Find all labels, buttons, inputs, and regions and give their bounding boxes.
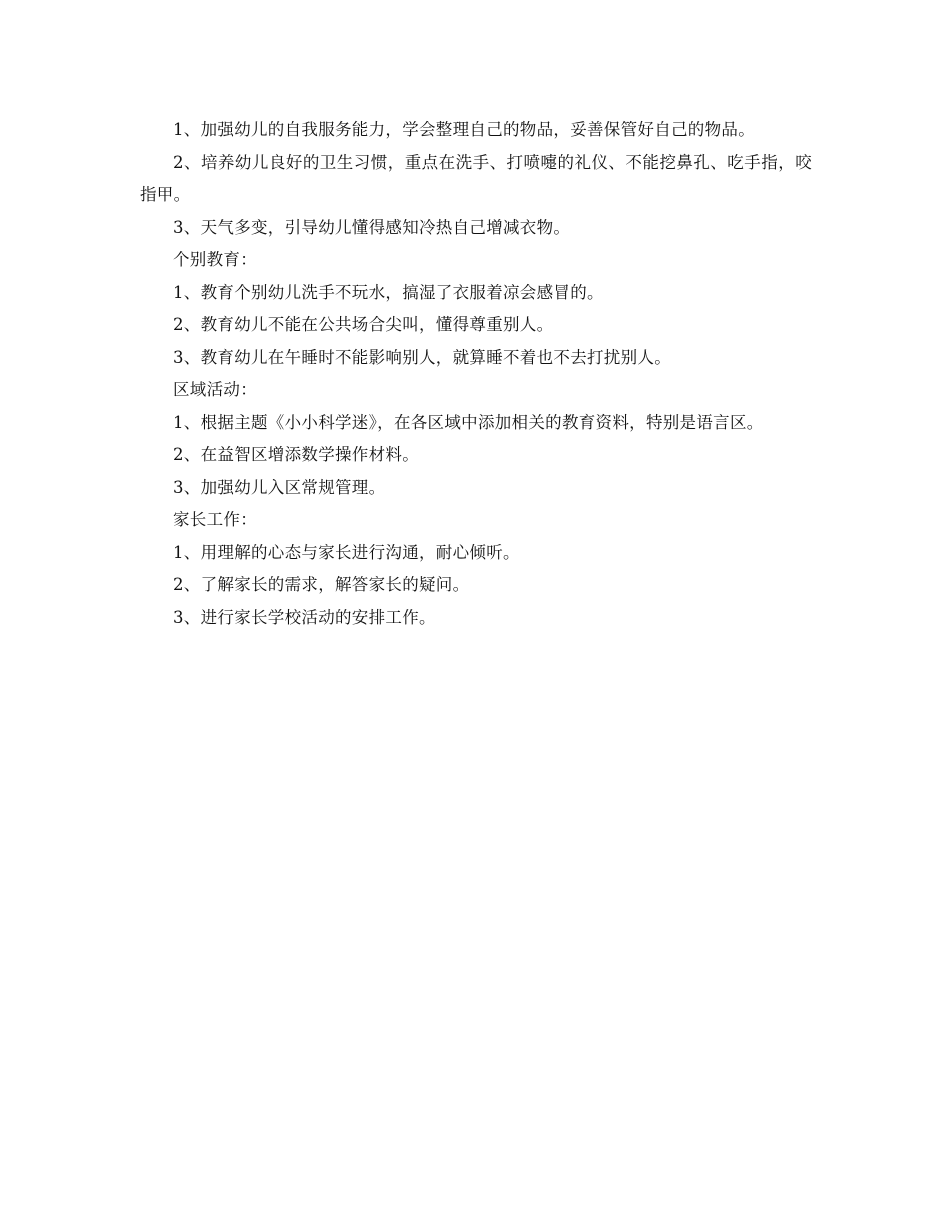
heading-area-activities: 区域活动： [173,380,257,399]
paragraph-area-routine: 3、加强幼儿入区常规管理。 [173,477,386,497]
heading-parent-work: 家长工作： [173,510,257,529]
document-page [140,114,812,634]
paragraph-self-service: 1、加强幼儿的自我服务能力，学会整理自己的物品，妥善保管好自己的物品。 [173,120,755,139]
paragraph-communication: 1、用理解的心态与家长进行沟通，耐心倾听。 [173,542,520,562]
paragraph-theme-materials: 1、根据主题《小小科学迷》，在各区域中添加相关的教育资料，特别是语言区。 [173,412,764,432]
paragraph-parent-needs: 2、了解家长的需求，解答家长的疑问。 [173,575,470,594]
heading-individual-education: 个别教育： [173,250,257,269]
paragraph-weather: 3、天气多变，引导幼儿懂得感知冷热自己增减衣物。 [173,217,571,237]
paragraph-math-materials: 2、在益智区增添数学操作材料。 [173,445,419,464]
paragraph-nap-time: 3、教育幼儿在午睡时不能影响别人，就算睡不着也不去打扰别人。 [173,347,671,367]
paragraph-parent-school: 3、进行家长学校活动的安排工作。 [173,607,436,627]
paragraph-public-behavior: 2、教育幼儿不能在公共场合尖叫，懂得尊重别人。 [173,315,554,334]
paragraph-hygiene: 2、培养幼儿良好的卫生习惯，重点在洗手、打喷嚏的礼仪、不能挖鼻孔、吃手指，咬指甲。 [140,152,812,204]
paragraph-hand-washing: 1、教育个别幼儿洗手不玩水，搞湿了衣服着凉会感冒的。 [173,282,604,302]
